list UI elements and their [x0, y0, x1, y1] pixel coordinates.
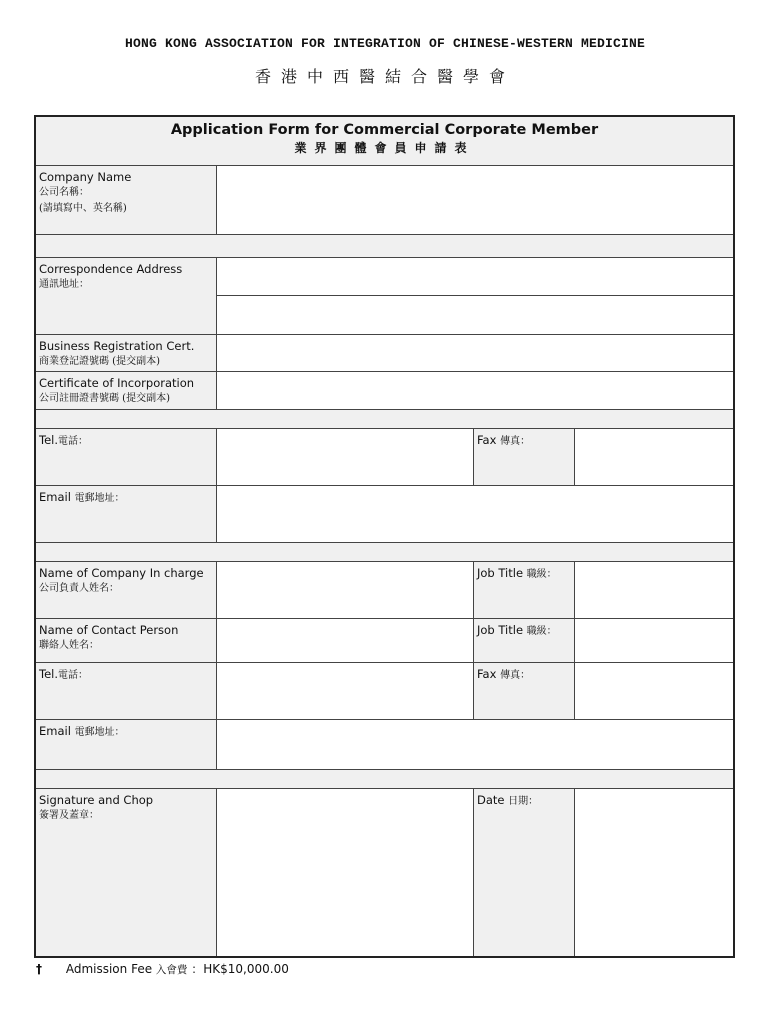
- contact-tel-label: Tel.電話：: [36, 662, 216, 719]
- company-in-charge-field[interactable]: [216, 561, 473, 618]
- dagger-mark: †: [36, 962, 42, 976]
- separator-row: [36, 542, 733, 561]
- incorporation-field[interactable]: [216, 371, 733, 409]
- company-name-field[interactable]: [216, 165, 733, 234]
- contact-tel-field[interactable]: [216, 662, 473, 719]
- organization-name-chinese: 香港中西醫結合醫學會: [254, 67, 515, 86]
- contact-email-field[interactable]: [216, 719, 733, 769]
- address-field-line-2[interactable]: [216, 295, 733, 334]
- address-label: Correspondence Address 通訊地址：: [36, 257, 216, 334]
- br-cert-label: Business Registration Cert. 商業登記證號碼 (提交副本): [36, 334, 216, 371]
- address-field-line-1[interactable]: [216, 257, 733, 295]
- tel-label: Tel.電話：: [36, 428, 216, 485]
- fee-value: ：HK$10,000.00: [191, 962, 289, 976]
- job-title-label: Job Title 職級：: [473, 561, 574, 618]
- date-label: Date 日期：: [473, 788, 574, 956]
- signature-field[interactable]: [216, 788, 473, 956]
- email-label: Email 電郵地址：: [36, 485, 216, 542]
- contact-person-field[interactable]: [216, 618, 473, 662]
- signature-label: Signature and Chop 簽署及蓋章：: [36, 788, 216, 956]
- tel-field[interactable]: [216, 428, 473, 485]
- separator-row: [36, 409, 733, 428]
- incorporation-label: Certificate of Incorporation 公司註冊證書號碼 (提交副本): [36, 371, 216, 409]
- form-title-chinese: 業界團體會員申請表: [294, 141, 475, 155]
- separator-row: [36, 234, 733, 257]
- contact-job-title-field[interactable]: [574, 618, 733, 662]
- admission-fee-note: [36, 960, 289, 977]
- email-field[interactable]: [216, 485, 733, 542]
- separator-row: [36, 769, 733, 788]
- contact-job-title-label: Job Title 職級：: [473, 618, 574, 662]
- job-title-field[interactable]: [574, 561, 733, 618]
- form-title-english: Application Form for Commercial Corporate Member: [170, 122, 599, 138]
- company-name-label: Company Name 公司名稱： (請填寫中、英名稱): [36, 165, 216, 234]
- form-title-block: [36, 117, 733, 165]
- fee-label-chinese: 入會費: [155, 964, 188, 976]
- contact-email-label: Email 電郵地址：: [36, 719, 216, 769]
- fax-field[interactable]: [574, 428, 733, 485]
- fee-label-english: Admission Fee: [65, 962, 153, 976]
- contact-fax-field[interactable]: [574, 662, 733, 719]
- organization-name-english: HONG KONG ASSOCIATION FOR INTEGRATION OF CHINESE-WESTERN MEDICINE: [124, 36, 646, 51]
- br-cert-field[interactable]: [216, 334, 733, 371]
- application-form: [34, 115, 735, 958]
- contact-fax-label: Fax 傳真：: [473, 662, 574, 719]
- date-field[interactable]: [574, 788, 733, 956]
- fax-label: Fax 傳真：: [473, 428, 574, 485]
- company-in-charge-label: Name of Company In charge 公司負責人姓名：: [36, 561, 216, 618]
- contact-person-label: Name of Contact Person 聯絡人姓名：: [36, 618, 216, 662]
